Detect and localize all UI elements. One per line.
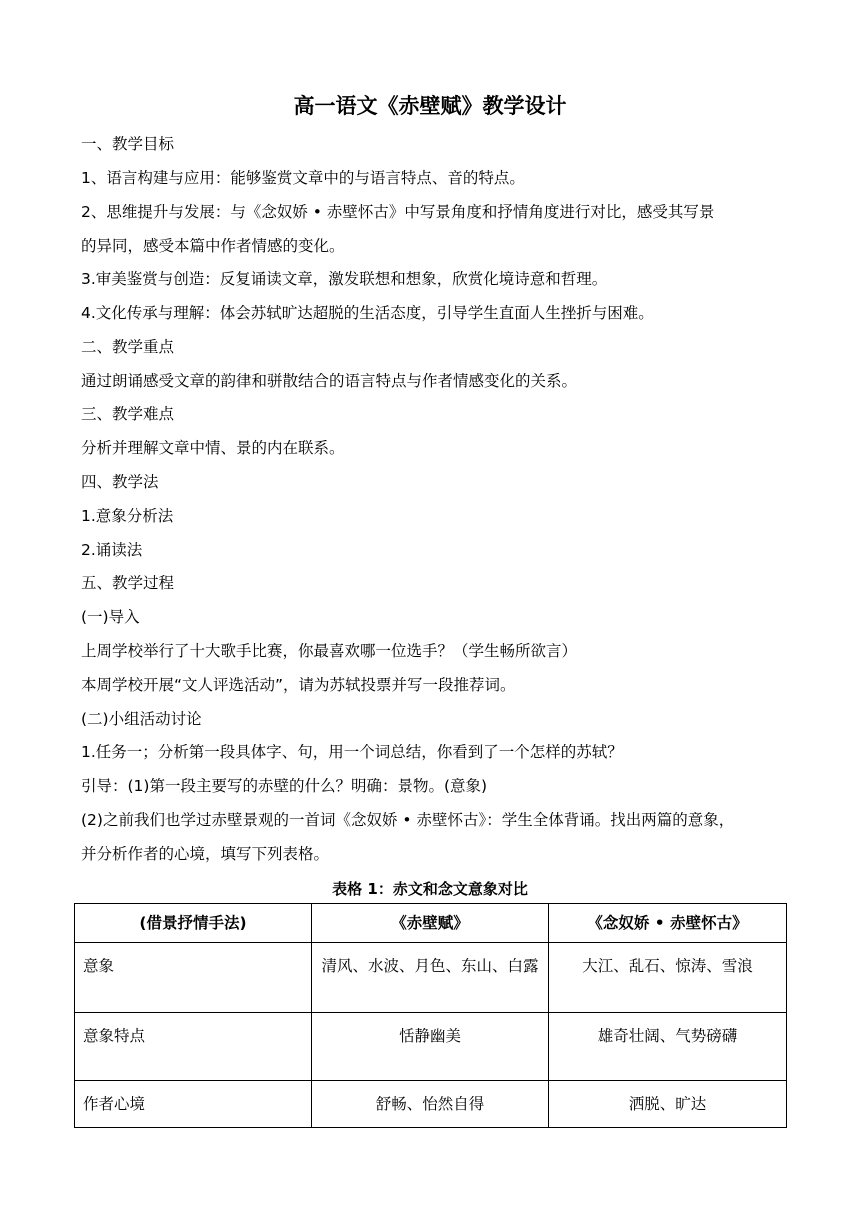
guide-2: (2)之前我们也学过赤壁景观的一首词《念奴娇 • 赤壁怀古》：学生全体背诵。找出两篇的意象， [81,811,735,829]
table-cell: 恬静幽美 [312,1013,549,1081]
table-cell: 清风、水波、月色、东山、白露 [312,943,549,1013]
table-row [75,943,787,1013]
table-row [75,1013,787,1081]
section-heading-difficulties: 三、教学难点 [81,405,175,423]
section-heading-process: 五、教学过程 [81,574,175,592]
table-cell: 作者心境 [75,1081,312,1128]
table-header-row [75,904,787,943]
method-1: 1.意象分析法 [81,507,174,525]
table-row [75,1081,787,1128]
guide-1: 引导：(1)第一段主要写的赤壁的什么？明确：景物。(意象) [81,777,488,795]
section-heading-objectives: 一、教学目标 [81,135,175,153]
table-header-cell: 《念奴娇 • 赤壁怀古》 [549,904,787,943]
task-1: 1.任务一；分析第一段具体字、句，用一个词总结，你看到了一个怎样的苏轼？ [81,743,623,761]
subsection-group-discussion: (二)小组活动讨论 [81,710,202,728]
objective-1: 1、语言构建与应用：能够鉴赏文章中的与语言特点、音的特点。 [81,169,525,187]
method-2: 2.诵读法 [81,541,143,559]
comparison-table [74,903,787,1128]
table-cell: 雄奇壮阔、气势磅礴 [549,1013,787,1081]
key-points-text: 通过朗诵感受文章的韵律和骈散结合的语言特点与作者情感变化的关系。 [81,372,578,390]
table-cell: 意象 [75,943,312,1013]
introduction-text-2: 本周学校开展“文人评选活动”，请为苏轼投票并写一段推荐词。 [81,676,516,694]
guide-2-continued: 并分析作者的心境，填写下列表格。 [81,845,330,863]
table-cell: 大江、乱石、惊涛、雪浪 [549,943,787,1013]
subsection-introduction: (一)导入 [81,608,140,626]
document-title: 高一语文《赤壁赋》教学设计 [293,94,567,118]
table-cell: 意象特点 [75,1013,312,1081]
introduction-text-1: 上周学校举行了十大歌手比赛，你最喜欢哪一位选手？（学生畅所欲言） [81,642,578,660]
objective-2: 2、思维提升与发展：与《念奴娇 • 赤壁怀古》中写景角度和抒情角度进行对比，感受其写景 [81,203,715,221]
section-heading-methods: 四、教学法 [81,473,159,491]
section-heading-key-points: 二、教学重点 [81,338,175,356]
difficulties-text: 分析并理解文章中情、景的内在联系。 [81,439,345,457]
table-cell: 洒脱、旷达 [549,1081,787,1128]
table-caption: 表格 1：赤文和念文意象对比 [332,880,528,898]
table-header-cell: 《赤壁赋》 [312,904,549,943]
objective-3: 3.审美鉴赏与创造：反复诵读文章，激发联想和想象，欣赏化境诗意和哲理。 [81,270,608,288]
objective-2-continued: 的异同，感受本篇中作者情感的变化。 [81,237,345,255]
objective-4: 4.文化传承与理解：体会苏轼旷达超脱的生活态度，引导学生直面人生挫折与困难。 [81,304,654,322]
table-header-cell: (借景抒情手法) [75,904,312,943]
table-cell: 舒畅、怡然自得 [312,1081,549,1128]
